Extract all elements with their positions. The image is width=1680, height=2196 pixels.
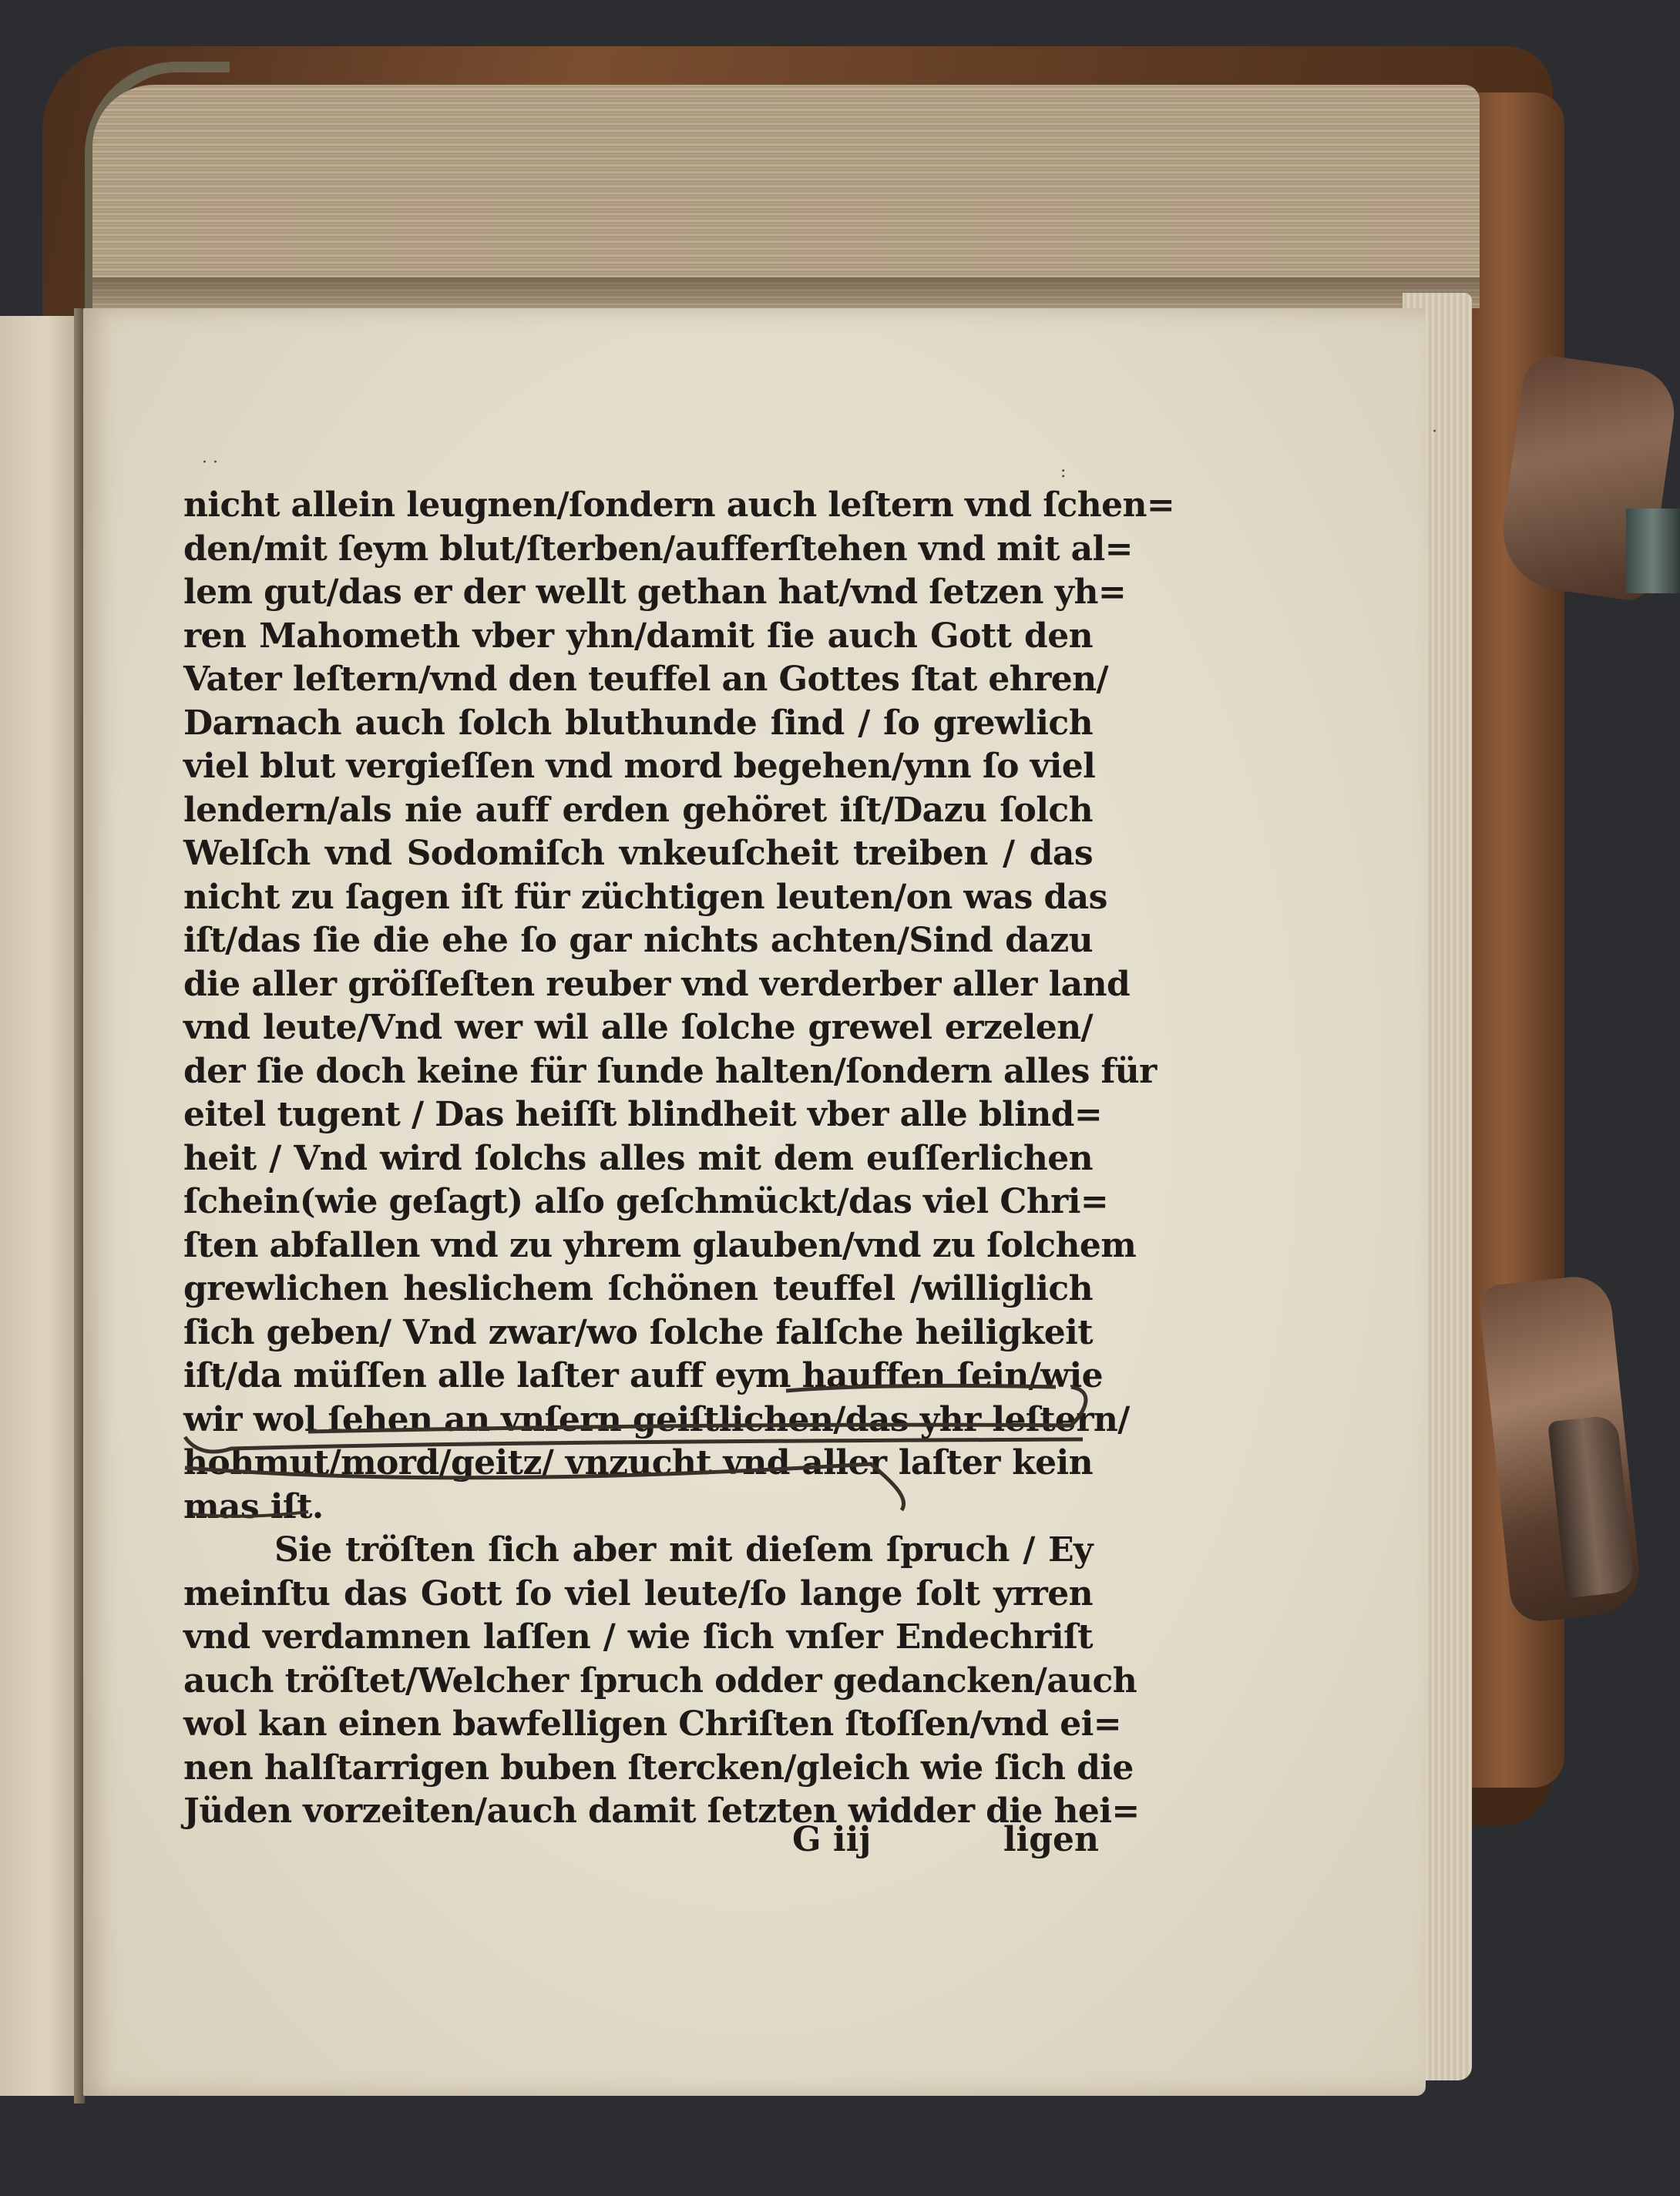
text-line: viel blut vergieſſen vnd mord begehen/ynn ſo viel — [183, 747, 1096, 786]
text-line: vnd leute/Vnd wer wil alle ſolche grewel erzelen/ — [183, 1008, 1093, 1047]
ink-speck: : — [1060, 462, 1067, 482]
page-footer — [183, 1820, 1099, 1863]
text-line: ſten abfallen vnd zu yhrem glauben/vnd zu ſolchem — [183, 1225, 1137, 1265]
text-line: auch tröſtet/Welcher ſpruch odder gedancken/auch — [183, 1660, 1137, 1701]
text-line: heit / Vnd wird ſolchs alles mit dem euſſerlichen — [183, 1138, 1093, 1178]
facing-page — [0, 316, 77, 2096]
upper-clasp-metal — [1626, 509, 1680, 593]
text-line: Darnach auch ſolch bluthunde ſind / ſo grewlich — [183, 703, 1093, 743]
text-line: den/mit ſeym blut/ſterben/aufferſtehen vnd mit al= — [183, 529, 1133, 569]
paragraph-start: Sie tröſten ſich aber mit dieſem ſpruch / Ey — [274, 1530, 1093, 1570]
text-line: der ſie doch keine für ſunde halten/ſondern alles für — [183, 1051, 1157, 1091]
text-line: nicht zu ſagen iſt für züchtigen leuten/on was das — [183, 877, 1107, 917]
text-line: lem gut/das er der wellt gethan hat/vnd ſetzen yh= — [183, 573, 1127, 612]
text-line: wir wol ſehen an vnſern geiſtlichen/das yhr leſtern/ — [183, 1399, 1130, 1439]
text-line: eitel tugent / Das heiſſt blindheit vber alle blind= — [183, 1095, 1103, 1134]
page-block-top — [92, 85, 1480, 308]
signature-mark: G iij — [792, 1820, 872, 1859]
text-line: iſt/das ſie die ehe ſo gar nichts achten/Sind dazu — [183, 921, 1093, 960]
text-line: hohmut/mord/geitz/ vnzucht vnd aller laſter kein — [183, 1443, 1093, 1482]
text-line: vnd verdamnen laſſen / wie ſich vnſer Endechriſt — [183, 1617, 1093, 1657]
text-line: iſt/da müſſen alle laſter auff eym hauffen ſein/wie — [183, 1356, 1104, 1395]
ink-speck: · · — [202, 453, 218, 472]
text-line: ſchein(wie geſagt) alſo geſchmückt/das viel Chri= — [183, 1182, 1109, 1221]
text-line: ſich geben/ Vnd zwar/wo ſolche falſche heiligkeit — [183, 1312, 1093, 1352]
ink-speck: · — [1432, 422, 1437, 442]
body-text — [183, 484, 1175, 1834]
text-line: ren Mahometh vber yhn/damit ſie auch Gott den — [183, 616, 1093, 656]
text-line: grewlichen heslichem ſchönen teuffel /williglich — [183, 1269, 1093, 1308]
text-line: wol kan einen bawfelligen Chriſten ſtoſſen/vnd ei= — [183, 1704, 1122, 1744]
text-line: nicht allein leugnen/ſondern auch leſtern vnd ſchen= — [183, 485, 1175, 525]
catchword: ligen — [1003, 1820, 1099, 1859]
text-line: lendern/als nie auff erden gehöret iſt/Dazu ſolch — [183, 790, 1093, 830]
text-line: Jüden vorzeiten/auch damit ſetzten widder die hei= — [183, 1791, 1140, 1831]
text-line: die aller gröſſeſten reuber vnd verderber aller land — [183, 964, 1131, 1004]
text-line: mas iſt. — [183, 1486, 324, 1526]
text-line: Welſch vnd Sodomiſch vnkeuſcheit treiben / das — [183, 834, 1093, 873]
text-line: meinſtu das Gott ſo viel leute/ſo lange ſolt yrren — [183, 1573, 1093, 1613]
text-line: nen halſtarrigen buben ſtercken/gleich wie ſich die — [183, 1748, 1134, 1788]
text-line: Vater leſtern/vnd den teuffel an Gottes ſtat ehren/ — [183, 660, 1109, 699]
